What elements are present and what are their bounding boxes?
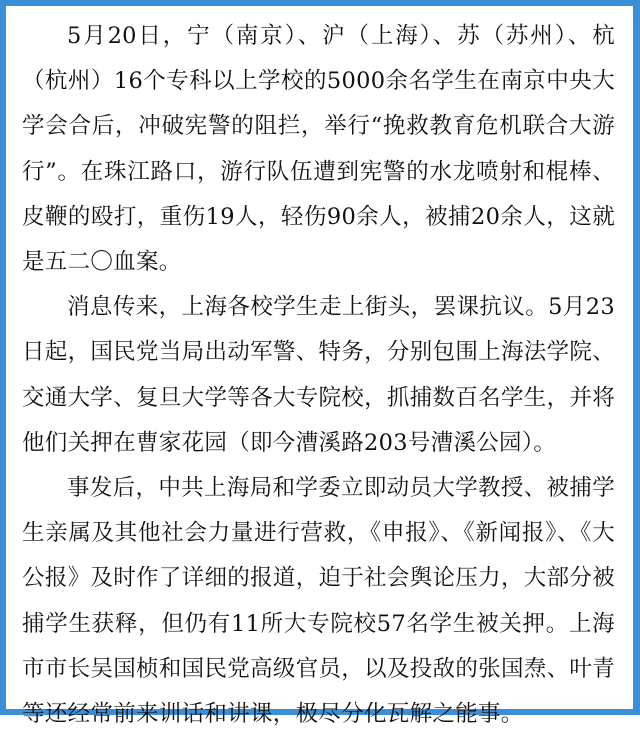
- paragraph-may-20-incident: 5月20日，宁（南京）、沪（上海）、苏（苏州）、杭（杭州）16个专科以上学校的5000余名学生在南京中央大学会合后，冲破宪警的阻拦，举行“挽救教育危机联合大游行”。在珠江路口，游行队伍遭到宪警的水龙喷射和棍棒、皮鞭的殴打，重伤19人，轻伤90余人，被捕20余人，这就是五二〇血案。: [22, 23, 615, 276]
- paragraph-rescue-effort: 事发后，中共上海局和学委立即动员大学教授、被捕学生亲属及其他社会力量进行营救，《申报》、《新闻报》、《大公报》及时作了详细的报道，迫于社会舆论压力，大部分被捕学生获释，但仍有11所大专院校57名学生被关押。上海市市长吴国桢和国民党高级官员，以及投敌的张国焘、叶青等还经常前来训话和讲课，极尽分化瓦解之能事。: [22, 475, 615, 728]
- paragraph-shanghai-protest: 消息传来，上海各校学生走上街头，罢课抗议。5月23日起，国民党当局出动军警、特务，分别包围上海法学院、交通大学、复旦大学等各大专院校，抓捕数百名学生，并将他们关押在曹家花园（即今漕溪路203号漕溪公园）。: [22, 294, 615, 456]
- document-page: [6, 6, 633, 728]
